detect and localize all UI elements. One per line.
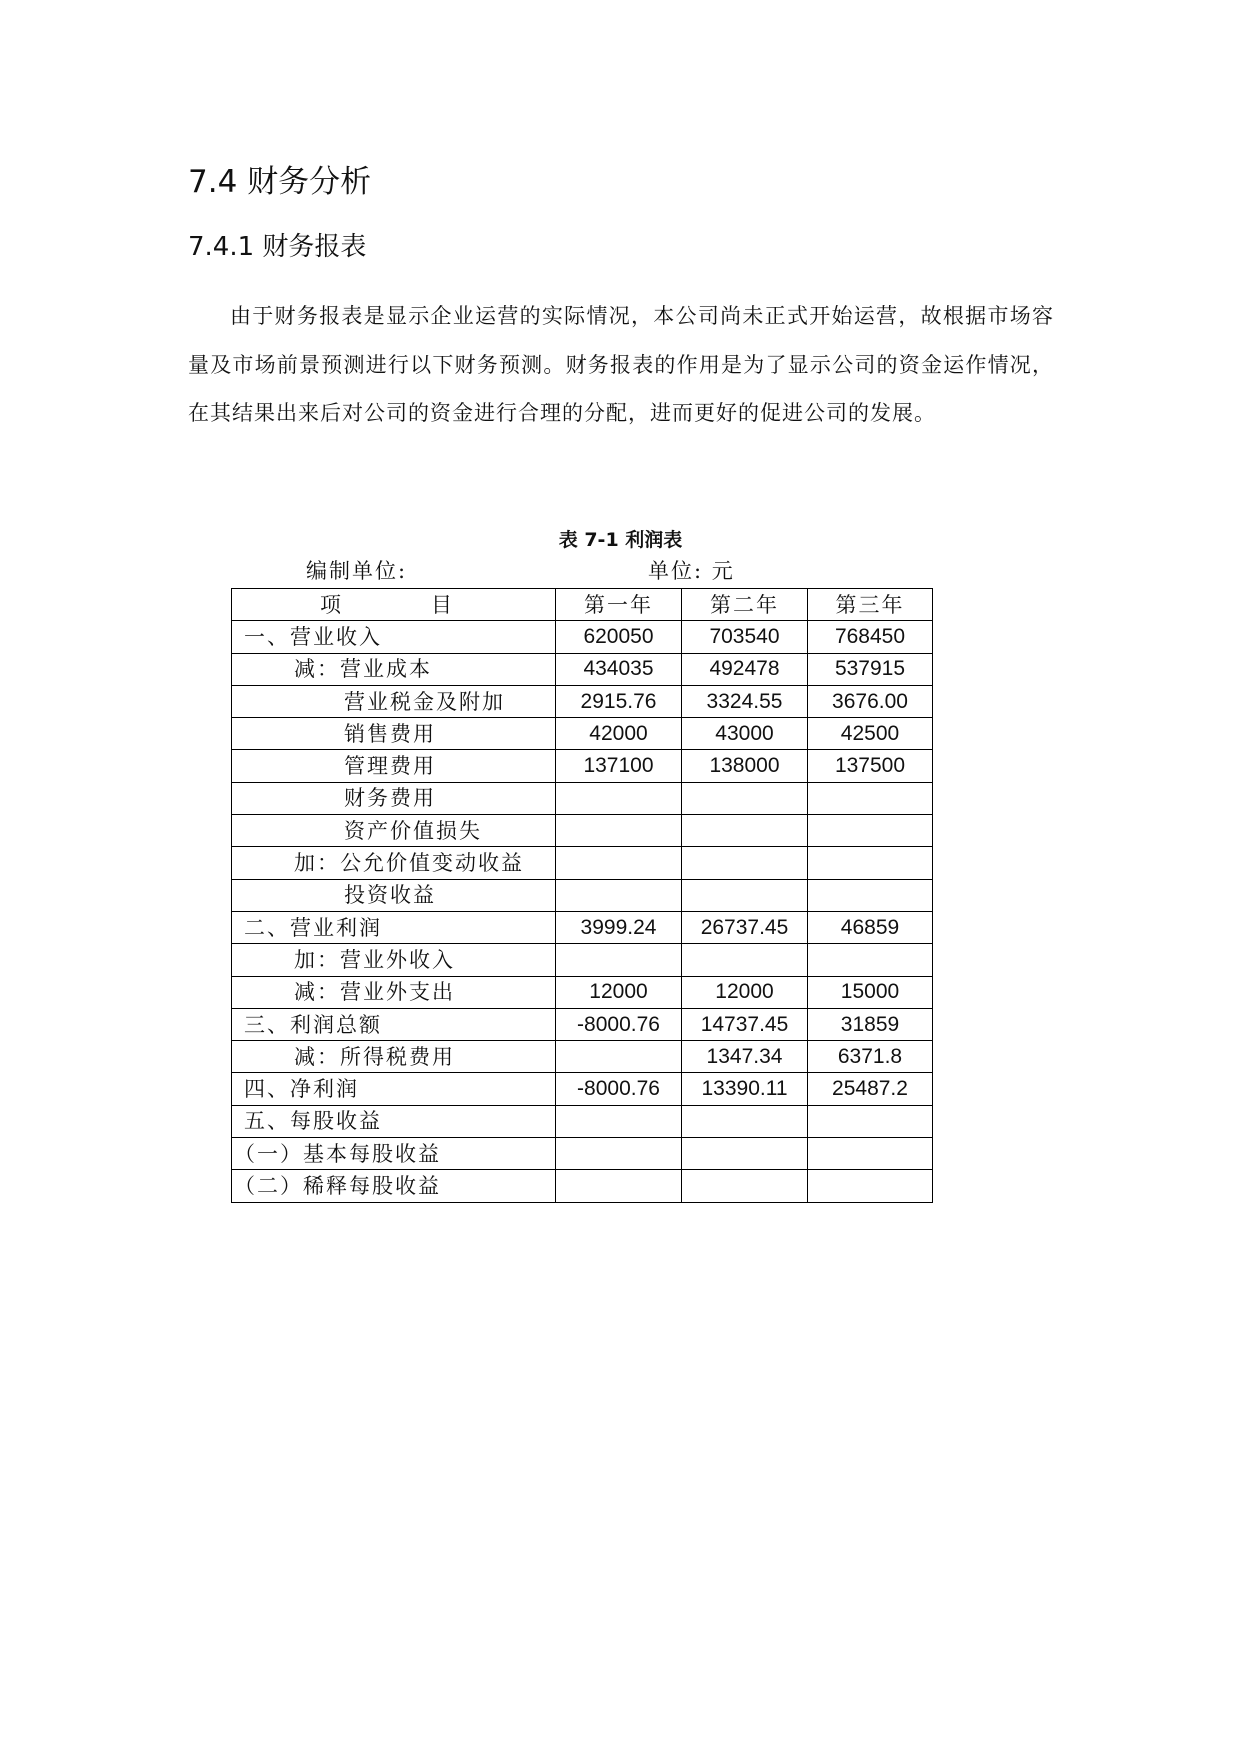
value-cell-year-3 [808,1105,933,1137]
row-label: 管理费用 [232,750,556,782]
value-cell-year-3: 15000 [808,976,933,1008]
value-cell-year-2: 43000 [682,718,808,750]
table-row [232,653,933,685]
value-cell-year-1 [556,1138,682,1170]
value-cell-year-3: 537915 [808,653,933,685]
value-cell-year-3: 3676.00 [808,685,933,717]
table-row [232,718,933,750]
value-cell-year-1: 3999.24 [556,911,682,943]
row-label: 五、每股收益 [232,1105,556,1137]
value-cell-year-2 [682,815,808,847]
table-row [232,847,933,879]
value-cell-year-1 [556,1105,682,1137]
value-cell-year-1 [556,944,682,976]
row-label: 减：营业成本 [232,653,556,685]
value-cell-year-3 [808,782,933,814]
unit-label: 单位: 元 [648,559,735,583]
value-cell-year-2: 138000 [682,750,808,782]
table-row [232,1138,933,1170]
value-cell-year-3 [808,879,933,911]
table-row [232,1105,933,1137]
table-header-row [232,589,933,621]
header-year-2: 第二年 [682,589,808,621]
header-item-char-1: 项 [320,592,343,617]
value-cell-year-3 [808,944,933,976]
table-row [232,750,933,782]
value-cell-year-2: 26737.45 [682,911,808,943]
income-statement-table [231,588,933,1203]
table-row [232,1041,933,1073]
value-cell-year-1: -8000.76 [556,1008,682,1040]
table-row [232,815,933,847]
row-label: 减：营业外支出 [232,976,556,1008]
row-label: 财务费用 [232,782,556,814]
value-cell-year-2: 492478 [682,653,808,685]
value-cell-year-2 [682,879,808,911]
table-caption: 表 7-1 利润表 [558,529,683,551]
value-cell-year-1: 434035 [556,653,682,685]
value-cell-year-1 [556,815,682,847]
table-row [232,879,933,911]
table-row [232,1008,933,1040]
table-row [232,685,933,717]
value-cell-year-2: 13390.11 [682,1073,808,1105]
row-label: 加：公允价值变动收益 [232,847,556,879]
row-label: 营业税金及附加 [232,685,556,717]
value-cell-year-1: -8000.76 [556,1073,682,1105]
row-label: 资产价值损失 [232,815,556,847]
value-cell-year-3: 6371.8 [808,1041,933,1073]
value-cell-year-1 [556,879,682,911]
table-row [232,976,933,1008]
value-cell-year-2: 12000 [682,976,808,1008]
row-label: （二）稀释每股收益 [232,1170,556,1202]
table-row [232,621,933,653]
header-year-3: 第三年 [808,589,933,621]
value-cell-year-3 [808,1170,933,1202]
row-label: 二、营业利润 [232,911,556,943]
row-label: 三、利润总额 [232,1008,556,1040]
value-cell-year-2: 1347.34 [682,1041,808,1073]
value-cell-year-3: 25487.2 [808,1073,933,1105]
table-body [232,621,933,1202]
subsection-title: 7.4.1 财务报表 [188,232,367,262]
value-cell-year-3: 42500 [808,718,933,750]
row-label: 销售费用 [232,718,556,750]
header-year-1: 第一年 [556,589,682,621]
section-title: 7.4 财务分析 [188,164,372,200]
row-label: 一、营业收入 [232,621,556,653]
table-row [232,1170,933,1202]
value-cell-year-2 [682,1170,808,1202]
value-cell-year-2 [682,847,808,879]
value-cell-year-1: 620050 [556,621,682,653]
value-cell-year-1: 2915.76 [556,685,682,717]
value-cell-year-1 [556,847,682,879]
row-label: 四、净利润 [232,1073,556,1105]
table-row [232,1073,933,1105]
value-cell-year-1: 137100 [556,750,682,782]
value-cell-year-3: 768450 [808,621,933,653]
table-row [232,944,933,976]
row-label: 减：所得税费用 [232,1041,556,1073]
value-cell-year-2: 703540 [682,621,808,653]
value-cell-year-2: 14737.45 [682,1008,808,1040]
row-label: （一）基本每股收益 [232,1138,556,1170]
value-cell-year-2: 3324.55 [682,685,808,717]
table-row [232,911,933,943]
value-cell-year-3: 137500 [808,750,933,782]
table-row [232,782,933,814]
value-cell-year-2 [682,782,808,814]
row-label: 投资收益 [232,879,556,911]
value-cell-year-1 [556,1170,682,1202]
body-paragraph: 由于财务报表是显示企业运营的实际情况，本公司尚未正式开始运营，故根据市场容量及市场前景预测进行以下财务预测。财务报表的作用是为了显示公司的资金运作情况，在其结果出来后对公司的资金进行合理的分配，进而更好的促进公司的发展。 [188,304,1054,425]
preparer-label: 编制单位: [306,559,408,583]
value-cell-year-3: 31859 [808,1008,933,1040]
value-cell-year-1: 12000 [556,976,682,1008]
header-item-char-2: 目 [431,592,454,617]
value-cell-year-3: 46859 [808,911,933,943]
value-cell-year-1 [556,782,682,814]
value-cell-year-1 [556,1041,682,1073]
header-item [232,589,556,621]
value-cell-year-3 [808,1138,933,1170]
value-cell-year-2 [682,1105,808,1137]
value-cell-year-2 [682,944,808,976]
value-cell-year-1: 42000 [556,718,682,750]
value-cell-year-3 [808,815,933,847]
value-cell-year-3 [808,847,933,879]
row-label: 加：营业外收入 [232,944,556,976]
value-cell-year-2 [682,1138,808,1170]
